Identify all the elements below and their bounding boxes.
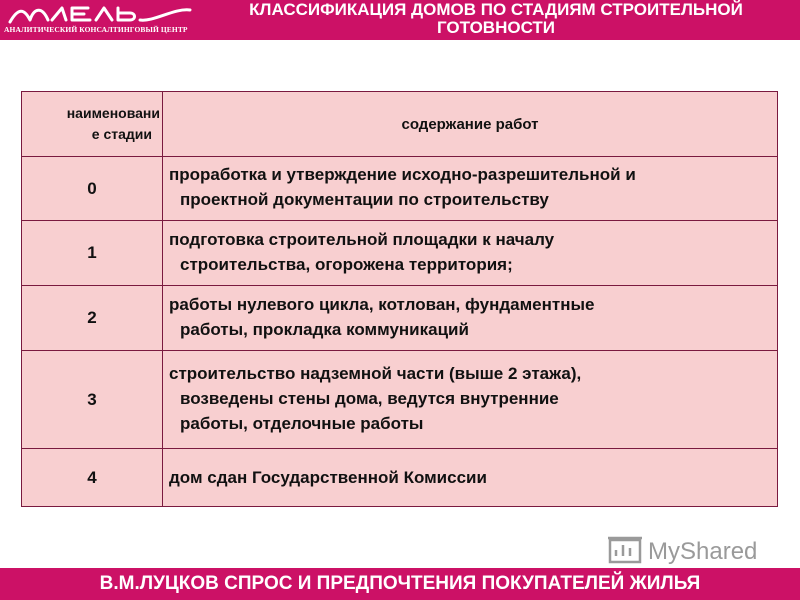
header-stage-name — [22, 92, 163, 157]
table-row — [22, 449, 778, 507]
stage-number: 0 — [22, 157, 163, 221]
stage-number: 2 — [22, 286, 163, 351]
stage-description-line: возведены стены дома, ведутся внутренние — [180, 389, 559, 408]
stage-description — [163, 351, 778, 449]
stage-description-line: подготовка строительной площадки к началу — [169, 230, 555, 249]
table-header-row — [22, 92, 778, 157]
stage-description — [163, 449, 778, 507]
stage-number: 3 — [22, 351, 163, 449]
slide-title-line1: КЛАССИФИКАЦИЯ ДОМОВ ПО СТАДИЯМ СТРОИТЕЛЬНОЙ — [249, 0, 743, 19]
watermark-text: MyShared — [648, 538, 758, 565]
table-row — [22, 351, 778, 449]
slide-title-line2: ГОТОВНОСТИ — [436, 18, 556, 37]
header-stage-name-line1: наименовани — [66, 105, 160, 121]
table-row — [22, 286, 778, 351]
footer-text: В.М.ЛУЦКОВ СПРОС И ПРЕДПОЧТЕНИЯ ПОКУПАТЕЛЕЙ ЖИЛЬЯ — [99, 573, 701, 594]
table-row — [22, 157, 778, 221]
stage-description-line: дом сдан Государственной Комиссии — [169, 468, 487, 487]
table-row — [22, 221, 778, 286]
stage-number: 4 — [22, 449, 163, 507]
stage-description-line: строительства, огорожена территория; — [180, 255, 513, 274]
header-stage-name-line2: е стадии — [91, 126, 152, 142]
stage-description-line: работы, отделочные работы — [180, 414, 424, 433]
header-bar — [0, 0, 800, 40]
stage-description — [163, 157, 778, 221]
stage-description-line: строительство надземной части (выше 2 этажа), — [169, 364, 582, 383]
stages-table — [21, 91, 778, 507]
header-work-content: содержание работ — [163, 92, 778, 157]
slide-title — [196, 1, 796, 37]
stage-description — [163, 286, 778, 351]
stage-number: 1 — [22, 221, 163, 286]
stage-description — [163, 221, 778, 286]
stage-description-line: проработка и утверждение исходно-разрешительной и — [169, 165, 636, 184]
stage-description-line: работы нулевого цикла, котлован, фундаментные — [169, 295, 595, 314]
stage-description-line: проектной документации по строительству — [180, 190, 549, 209]
logo-subtitle: АНАЛИТИЧЕСКИЙ КОНСАЛТИНГОВЫЙ ЦЕНТР — [4, 25, 188, 34]
stage-description-line: работы, прокладка коммуникаций — [180, 320, 469, 339]
